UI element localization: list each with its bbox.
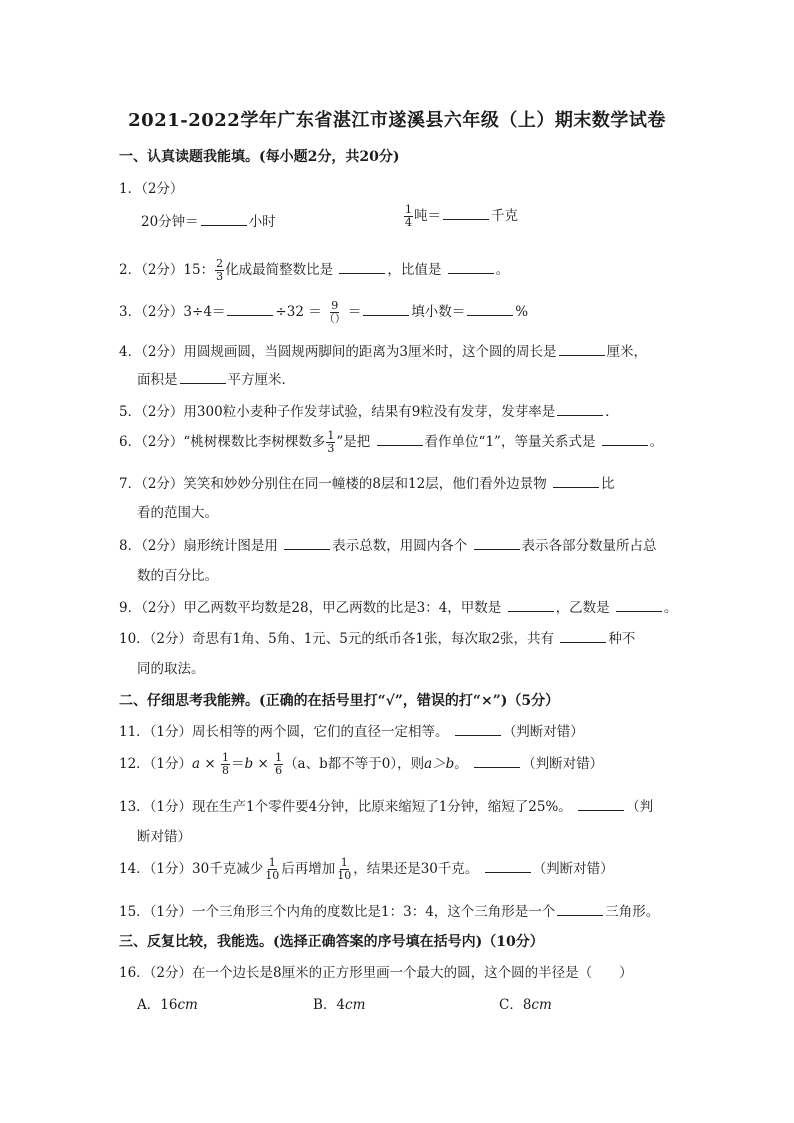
option-b[interactable] xyxy=(313,993,365,1013)
q2-text: 2．（2分）15： xyxy=(119,262,215,278)
q8-text-2: 表示总数，用圆内各个 xyxy=(332,538,472,554)
fraction-denominator: 6 xyxy=(275,764,283,777)
answer-blank[interactable] xyxy=(201,212,247,226)
q3-text-4: 填小数＝ xyxy=(411,304,466,320)
answer-blank[interactable] xyxy=(180,370,226,384)
q6-end: 。 xyxy=(649,434,664,450)
fraction-numerator: 1 xyxy=(327,429,335,442)
answer-blank[interactable] xyxy=(560,629,606,643)
question-1-part-a xyxy=(141,210,276,230)
q9-text-2: ，乙数是 xyxy=(555,600,614,616)
q1b-text: 吨＝ xyxy=(414,208,441,224)
fraction-denominator: 10 xyxy=(265,869,280,882)
q1a-text: 20分钟＝ xyxy=(141,214,199,230)
q7-text-2: 比 xyxy=(601,476,615,492)
option-a[interactable] xyxy=(137,993,198,1013)
times-sign: × xyxy=(253,756,274,772)
question-12 xyxy=(119,752,603,777)
answer-blank[interactable] xyxy=(455,722,501,736)
fraction-denominator: 3 xyxy=(216,270,224,283)
variable-b: b xyxy=(244,756,254,772)
answer-blank[interactable] xyxy=(578,797,624,811)
option-b-unit: cm xyxy=(345,997,366,1013)
option-a-label: A．16 xyxy=(137,997,178,1013)
question-3 xyxy=(119,300,528,325)
q2-text-3: ，比值是 xyxy=(387,262,446,278)
question-8-line-1 xyxy=(119,534,657,554)
answer-blank[interactable] xyxy=(284,536,330,550)
q13-text: 13．（1分）现在生产1个零件要4分钟，比原来缩短了1分钟，缩短了25%。 xyxy=(119,799,577,815)
q12-text-2: （a、b都不等于0），则 xyxy=(284,756,425,772)
fraction-denominator: 4 xyxy=(405,216,412,229)
question-4-line-1 xyxy=(119,340,647,360)
q4-text-2: 厘米， xyxy=(606,344,648,360)
answer-blank[interactable] xyxy=(485,859,531,873)
section-3-heading: 三、反复比较，我能选。(选择正确答案的序号填在括号内)（10分） xyxy=(119,934,544,950)
section-2-heading: 二、仔细思考我能辨。(正确的在括号里打“√”，错误的打“×”)（5分） xyxy=(119,693,560,709)
answer-blank[interactable] xyxy=(377,432,423,446)
q2-text-2: 化成最简整数比是 xyxy=(225,262,338,278)
answer-blank[interactable] xyxy=(474,536,520,550)
fraction xyxy=(404,204,413,229)
fraction xyxy=(274,752,283,777)
option-c-unit: cm xyxy=(531,997,552,1013)
q14-end: （判断对错） xyxy=(532,861,614,877)
q3-text-3: ＝ xyxy=(347,304,362,320)
option-b-label: B．4 xyxy=(313,997,346,1013)
q4-text: 4．（2分）用圆规画圆，当圆规两脚间的距离为3厘米时，这个圆的周长是 xyxy=(119,344,557,360)
q15-end: 三角形。 xyxy=(605,904,660,920)
question-16: 16．（2分）在一个边长是8厘米的正方形里画一个最大的圆，这个圆的半径是（ ） xyxy=(119,965,633,981)
answer-blank[interactable] xyxy=(616,598,662,612)
q6-text-2: ”是把 xyxy=(336,434,375,450)
fraction-denominator: 8 xyxy=(222,764,229,777)
q3-end: % xyxy=(515,304,529,320)
fraction xyxy=(326,430,335,455)
question-7-line-1 xyxy=(119,472,615,492)
question-7-line-2: 看的范围大。 xyxy=(137,505,218,521)
fraction-denominator: （） xyxy=(323,312,346,325)
question-5 xyxy=(119,400,619,420)
question-1-header: 1．（2分） xyxy=(119,181,184,197)
fraction-numerator: 9 xyxy=(331,299,339,312)
q1a-unit: 小时 xyxy=(248,214,276,230)
page-title: 2021-2022学年广东省湛江市遂溪县六年级（上）期末数学试卷 xyxy=(128,110,666,131)
q9-end: 。 xyxy=(663,600,678,616)
section-1-heading: 一、认真读题我能填。(每小题2分，共20分) xyxy=(119,149,400,165)
q8-text-3: 表示各部分数量所占总 xyxy=(521,538,657,554)
q11-text: 11．（1分）周长相等的两个圆，它们的直径一定相等。 xyxy=(119,724,453,740)
answer-blank[interactable] xyxy=(553,474,599,488)
times-sign: × xyxy=(200,756,220,772)
question-9 xyxy=(119,596,677,616)
q10-text: 10．（2分）奇思有1角、5角、1元、5元的纸币各1张，每次取2张，共有 xyxy=(119,631,559,647)
answer-blank[interactable] xyxy=(339,260,385,274)
fraction-numerator: 1 xyxy=(275,751,283,764)
q15-text: 15．（1分）一个三角形三个内角的度数比是1：3：4，这个三角形是一个 xyxy=(119,904,556,920)
answer-blank[interactable] xyxy=(443,206,489,220)
question-2 xyxy=(119,258,509,283)
answer-blank[interactable] xyxy=(227,302,273,316)
fraction-numerator: 1 xyxy=(340,856,348,869)
q1b-unit: 千克 xyxy=(491,208,518,224)
question-10-line-2: 同的取法。 xyxy=(137,661,205,677)
question-11 xyxy=(119,720,584,740)
fraction-numerator: 1 xyxy=(268,856,276,869)
variable-a: a xyxy=(192,756,201,772)
q7-text: 7．（2分）笑笑和妙妙分别住在同一幢楼的8层和12层，他们看外边景物 xyxy=(119,476,551,492)
question-4-line-2 xyxy=(137,368,295,388)
question-13-line-2: 断对错） xyxy=(137,829,191,845)
q14-text: 14．（1分）30千克减少 xyxy=(119,861,264,877)
option-c-label: C．8 xyxy=(499,997,532,1013)
answer-blank[interactable] xyxy=(602,432,648,446)
question-1-part-b xyxy=(403,204,518,229)
q12-text: 12．（1分） xyxy=(119,756,193,772)
q11-end: （判断对错） xyxy=(502,724,584,740)
question-15 xyxy=(119,900,659,920)
answer-blank[interactable] xyxy=(474,754,520,768)
fraction-denominator: 10 xyxy=(337,869,352,882)
answer-blank[interactable] xyxy=(557,402,603,416)
fraction xyxy=(336,857,352,882)
q13-text-2: （判 xyxy=(626,799,654,815)
answer-blank[interactable] xyxy=(363,302,409,316)
q2-end: 。 xyxy=(495,262,510,278)
fraction-numerator: 2 xyxy=(216,257,224,270)
q14-text-3: ，结果还是30千克。 xyxy=(353,861,483,877)
q12-text-3: 。 xyxy=(454,756,473,772)
q3-text-2: ÷32 ＝ xyxy=(275,304,322,320)
fraction-denominator: 3 xyxy=(327,442,335,455)
answer-blank[interactable] xyxy=(559,342,605,356)
q12-relation: a＞b xyxy=(424,756,455,772)
answer-blank[interactable] xyxy=(467,302,513,316)
answer-blank[interactable] xyxy=(557,902,603,916)
fraction-numerator: 1 xyxy=(222,751,229,764)
option-c[interactable] xyxy=(499,993,552,1013)
fraction xyxy=(323,300,347,325)
question-8-line-2: 数的百分比。 xyxy=(137,568,218,584)
q12-end: （判断对错） xyxy=(522,756,604,772)
q14-text-2: 后再增加 xyxy=(281,861,336,877)
question-10-line-1 xyxy=(119,627,635,647)
q3-text: 3．（2分）3÷4＝ xyxy=(119,304,226,320)
q8-text: 8．（2分）扇形统计图是用 xyxy=(119,538,283,554)
question-13-line-1 xyxy=(119,795,653,815)
q9-text: 9．（2分）甲乙两数平均数是28，甲乙两数的比是3：4，甲数是 xyxy=(119,600,506,616)
answer-blank[interactable] xyxy=(508,598,554,612)
q6-text: 6．（2分）“桃树棵数比李树棵数多 xyxy=(119,434,326,450)
option-a-unit: cm xyxy=(177,997,198,1013)
fraction xyxy=(221,752,230,777)
fraction xyxy=(215,258,224,283)
question-14 xyxy=(119,857,614,882)
q6-text-3: 看作单位“1”，等量关系式是 xyxy=(424,434,600,450)
equals-sign: ＝ xyxy=(231,756,245,772)
q5-end: ． xyxy=(605,404,619,420)
answer-blank[interactable] xyxy=(448,260,494,274)
q10-text-2: 种不 xyxy=(608,631,636,647)
q5-text: 5．（2分）用300粒小麦种子作发芽试验，结果有9粒没有发芽，发芽率是 xyxy=(119,404,556,420)
fraction xyxy=(264,857,280,882)
q4-text-3: 面积是 xyxy=(137,372,178,388)
fraction-numerator: 1 xyxy=(405,203,412,216)
question-6 xyxy=(119,430,663,455)
q4-text-4: 平方厘米． xyxy=(227,372,295,388)
